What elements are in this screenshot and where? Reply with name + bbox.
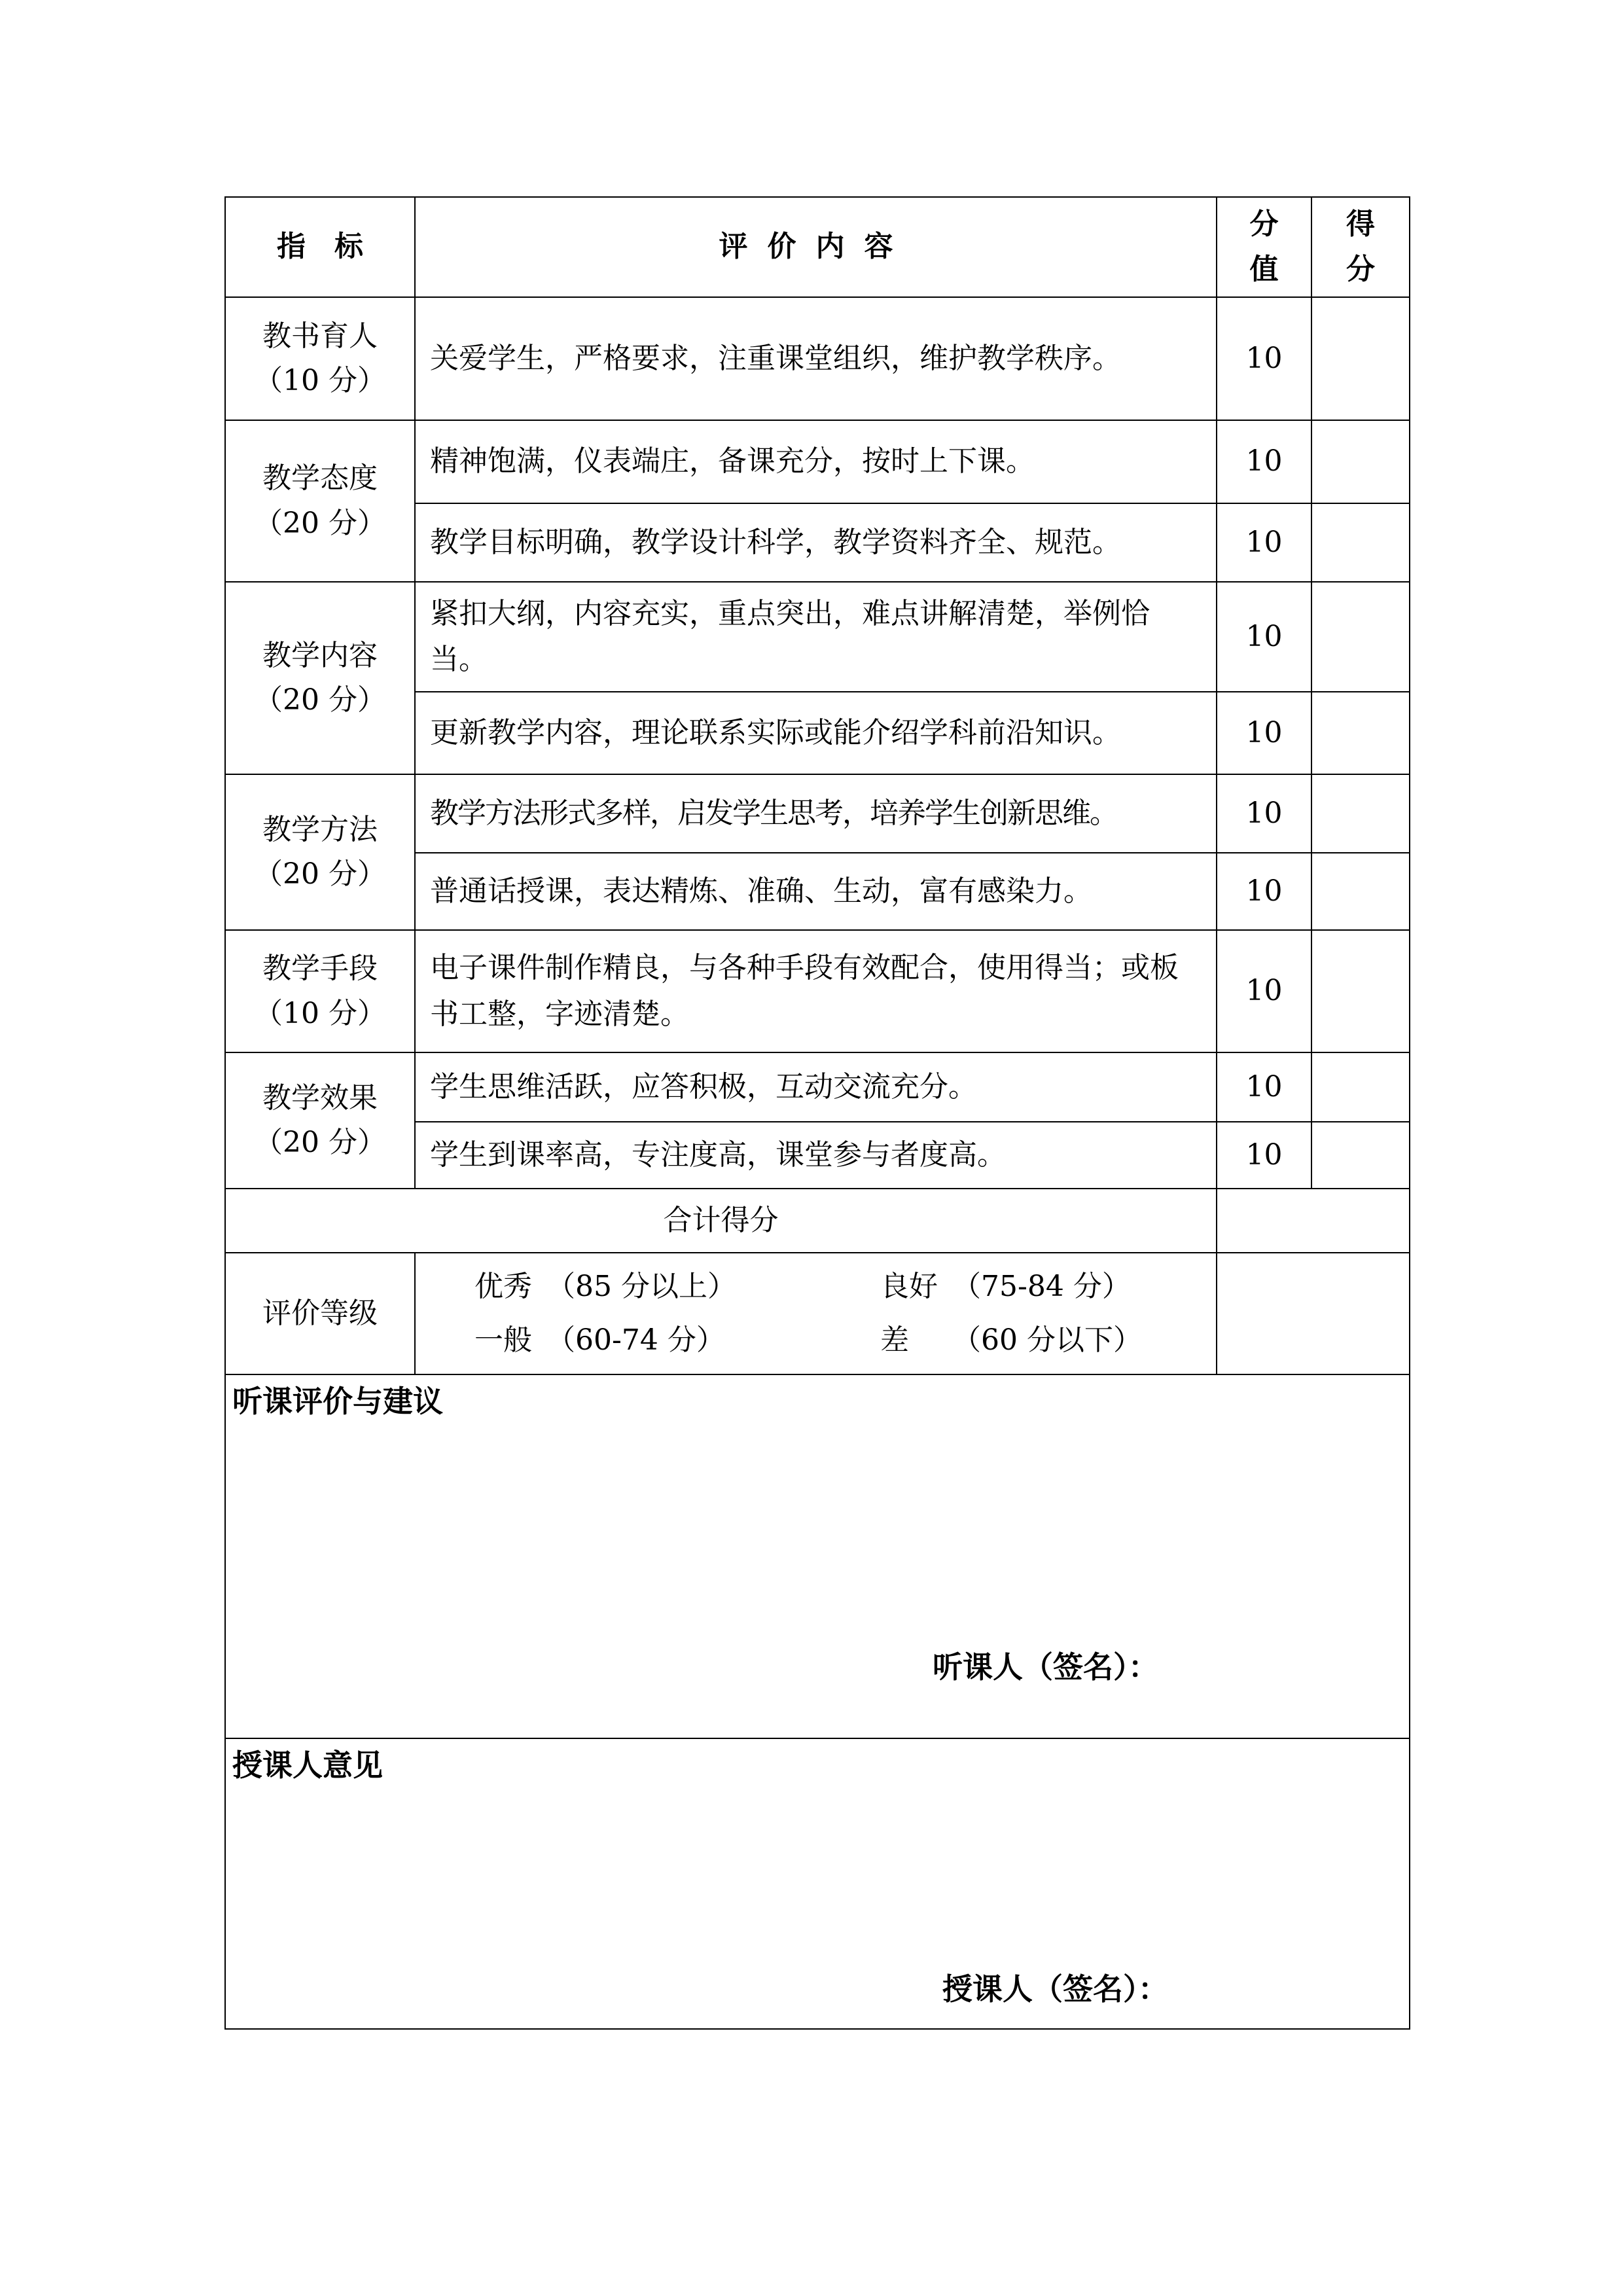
score-input-cell[interactable] — [1311, 930, 1410, 1052]
points-value: 10 — [1217, 297, 1311, 420]
points-value: 10 — [1217, 582, 1311, 692]
header-row — [225, 197, 1410, 297]
grade-row — [225, 1253, 1410, 1374]
criterion-text: 电子课件制作精良，与各种手段有效配合，使用得当；或板书工整，字迹清楚。 — [415, 930, 1217, 1052]
indicator-name: 教学手段 — [262, 952, 378, 986]
points-value: 10 — [1217, 853, 1311, 930]
points-value: 10 — [1217, 503, 1311, 582]
indicator-cell — [225, 297, 415, 420]
criterion-text: 学生到课率高，专注度高，课堂参与者度高。 — [415, 1122, 1217, 1189]
grade-fair: 一般 （60-74 分） — [474, 1323, 725, 1357]
indicator-weight: （10 分） — [254, 996, 386, 1030]
indicator-name: 教学态度 — [262, 461, 378, 495]
header-score-line1: 得 — [1346, 207, 1375, 242]
header-indicator-label: 指 标 — [277, 230, 363, 264]
grade-excellent: 优秀 （85 分以上） — [474, 1269, 736, 1303]
criterion-text: 教学目标明确，教学设计科学，教学资料齐全、规范。 — [415, 503, 1217, 582]
grade-good: 良好 （75-84 分） — [880, 1269, 1131, 1303]
indicator-weight: （20 分） — [254, 683, 386, 717]
points-value: 10 — [1217, 930, 1311, 1052]
criterion-text: 普通话授课，表达精炼、准确、生动，富有感染力。 — [415, 853, 1217, 930]
observer-signature-label: 听课人（签名）： — [933, 1649, 1158, 1685]
table-row — [225, 420, 1410, 503]
table-row — [225, 774, 1410, 853]
grade-options — [415, 1253, 1217, 1374]
indicator-cell — [225, 774, 415, 930]
points-value: 10 — [1217, 1052, 1311, 1122]
criterion-text: 教学方法形式多样，启发学生思考，培养学生创新思维。 — [415, 774, 1217, 853]
table-row — [225, 930, 1410, 1052]
header-points-line1: 分 — [1249, 207, 1279, 242]
header-content — [415, 197, 1217, 297]
score-input-cell[interactable] — [1311, 774, 1410, 853]
indicator-cell — [225, 930, 415, 1052]
indicator-name: 教学内容 — [262, 638, 378, 672]
table-row — [225, 1052, 1410, 1122]
score-input-cell[interactable] — [1311, 1052, 1410, 1122]
score-input-cell[interactable] — [1311, 853, 1410, 930]
score-input-cell[interactable] — [1311, 420, 1410, 503]
indicator-weight: （10 分） — [254, 364, 386, 397]
header-content-label: 评价内容 — [719, 230, 913, 264]
criterion-text: 紧扣大纲，内容充实，重点突出，难点讲解清楚，举例恰当。 — [415, 582, 1217, 692]
total-row — [225, 1189, 1410, 1253]
indicator-name: 教学效果 — [262, 1081, 378, 1115]
indicator-weight: （20 分） — [254, 506, 386, 540]
indicator-weight: （20 分） — [254, 1126, 386, 1159]
points-value: 10 — [1217, 1122, 1311, 1189]
score-input-cell[interactable] — [1311, 297, 1410, 420]
indicator-cell — [225, 1052, 415, 1189]
total-score-cell[interactable] — [1217, 1189, 1410, 1253]
teacher-signature-label: 授课人（签名）： — [942, 1971, 1168, 2007]
header-points — [1217, 197, 1311, 297]
header-points-line2: 值 — [1249, 252, 1279, 286]
observer-section — [225, 1374, 1410, 1738]
evaluation-table — [224, 196, 1410, 2030]
observer-comment-area[interactable] — [225, 1374, 1410, 1738]
criterion-text: 学生思维活跃，应答积极，互动交流充分。 — [415, 1052, 1217, 1122]
teacher-section-title: 授课人意见 — [232, 1748, 383, 1783]
indicator-cell — [225, 582, 415, 774]
header-score-line2: 分 — [1346, 252, 1375, 286]
indicator-name: 教书育人 — [262, 319, 378, 353]
score-input-cell[interactable] — [1311, 503, 1410, 582]
indicator-weight: （20 分） — [254, 857, 386, 891]
total-label: 合计得分 — [225, 1189, 1217, 1253]
grade-result-cell[interactable] — [1217, 1253, 1410, 1374]
observer-section-title: 听课评价与建议 — [232, 1384, 443, 1419]
teacher-opinion-area[interactable] — [225, 1738, 1410, 2029]
score-input-cell[interactable] — [1311, 582, 1410, 692]
points-value: 10 — [1217, 420, 1311, 503]
criterion-text: 更新教学内容，理论联系实际或能介绍学科前沿知识。 — [415, 692, 1217, 774]
score-input-cell[interactable] — [1311, 692, 1410, 774]
points-value: 10 — [1217, 774, 1311, 853]
indicator-name: 教学方法 — [262, 812, 378, 846]
table-row — [225, 297, 1410, 420]
header-indicator — [225, 197, 415, 297]
points-value: 10 — [1217, 692, 1311, 774]
table-row — [225, 582, 1410, 692]
indicator-cell — [225, 420, 415, 582]
header-score — [1311, 197, 1410, 297]
teacher-section — [225, 1738, 1410, 2029]
criterion-text: 关爱学生，严格要求，注重课堂组织，维护教学秩序。 — [415, 297, 1217, 420]
grade-poor: 差 （60 分以下） — [880, 1323, 1142, 1357]
criterion-text: 精神饱满，仪表端庄，备课充分，按时上下课。 — [415, 420, 1217, 503]
grade-label: 评价等级 — [225, 1253, 415, 1374]
score-input-cell[interactable] — [1311, 1122, 1410, 1189]
